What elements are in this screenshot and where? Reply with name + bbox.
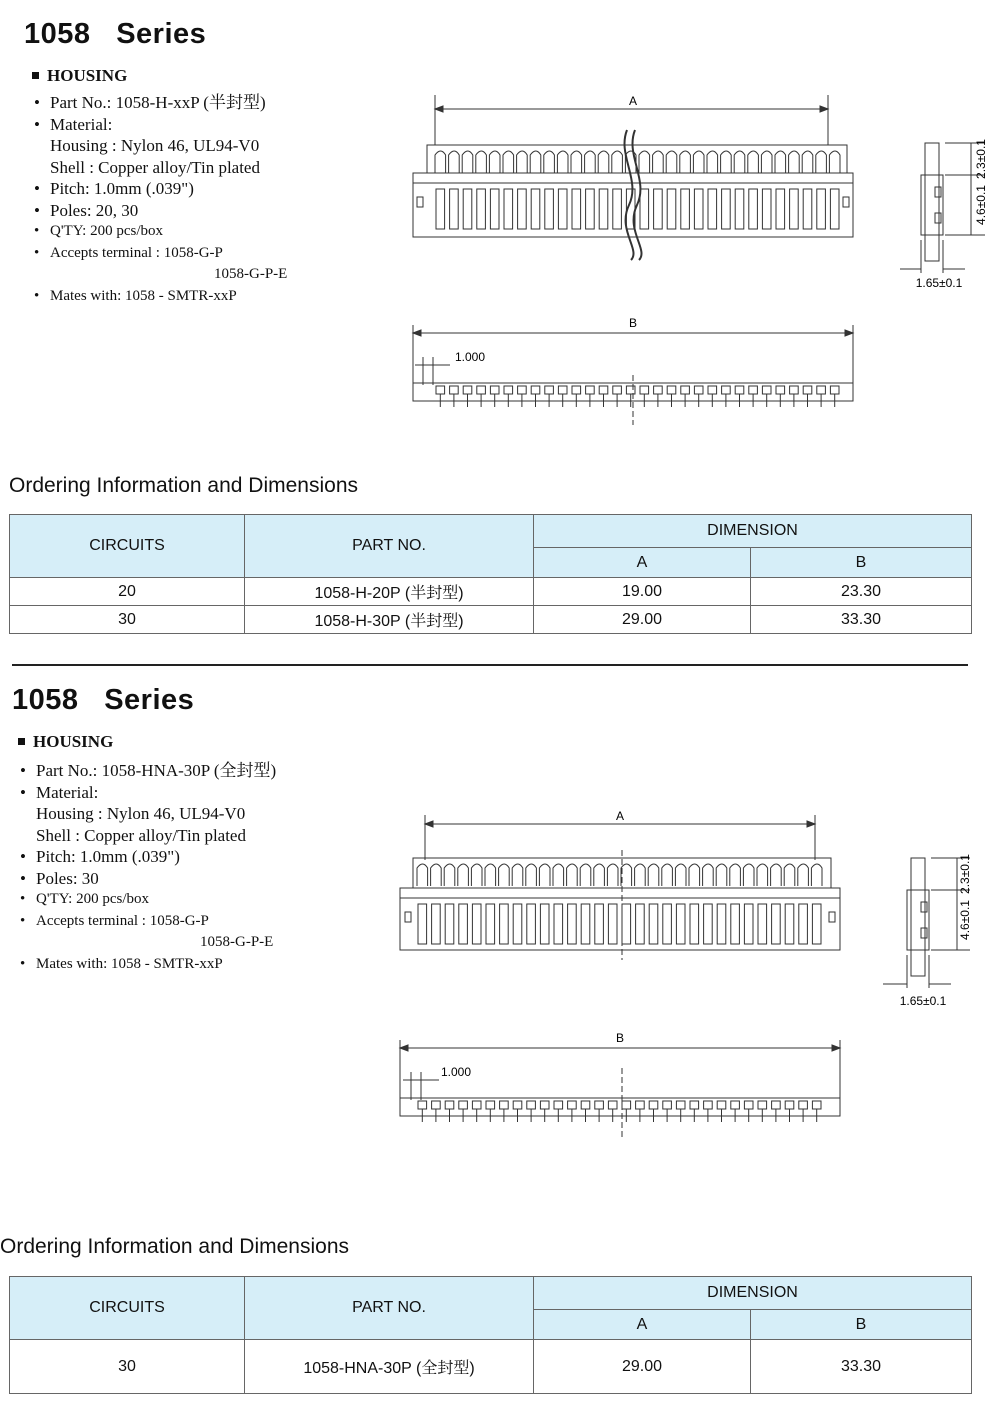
bottom-pin — [735, 386, 744, 394]
bottom-pin — [500, 1101, 509, 1109]
dim-pitch-label: 1.000 — [441, 1065, 472, 1079]
col-b-header: B — [751, 1310, 972, 1340]
comb-tooth — [816, 151, 827, 173]
comb-tooth — [761, 151, 772, 173]
bottom-pin — [722, 386, 731, 394]
body-slot — [558, 189, 567, 229]
square-bullet-icon — [18, 738, 25, 745]
body-slot — [640, 189, 649, 229]
bottom-pin — [636, 1101, 645, 1109]
spec-part-no: • Part No.: 1058-HNA-30P (全封型) — [20, 761, 277, 780]
body-slot — [812, 904, 821, 944]
body-slot — [513, 904, 522, 944]
ordering-title: Ordering Information and Dimensions — [9, 474, 359, 497]
comb-tooth — [567, 864, 578, 886]
col-dimension-header: DIMENSION — [534, 1277, 972, 1310]
comb-tooth — [798, 864, 809, 886]
bottom-pin — [572, 386, 581, 394]
housing-drawing-1 — [405, 85, 988, 430]
body-slot — [490, 189, 499, 229]
body-slot — [803, 189, 812, 229]
bottom-pin — [708, 386, 717, 394]
spec-accepts: • Accepts terminal : 1058-G-P — [20, 912, 209, 929]
bottom-pin — [731, 1101, 740, 1109]
body-slot — [622, 904, 631, 944]
comb-tooth — [748, 151, 759, 173]
bottom-pin — [681, 386, 690, 394]
body-slot — [586, 189, 595, 229]
comb-tooth — [621, 864, 632, 886]
spec-qty: • Q'TY: 200 pcs/box — [20, 891, 149, 907]
bottom-pin — [785, 1101, 794, 1109]
comb-tooth — [539, 864, 550, 886]
comb-tooth — [435, 151, 446, 173]
bottom-pin — [490, 386, 499, 394]
bottom-pin — [531, 386, 540, 394]
body-slot — [785, 904, 794, 944]
bottom-pin — [472, 1101, 481, 1109]
comb-tooth — [512, 864, 523, 886]
body-slot — [595, 904, 604, 944]
spec-pitch: • Pitch: 1.0mm (.039") — [20, 847, 180, 866]
spec-accepts-2: 1058-G-P-E — [200, 934, 274, 950]
comb-tooth — [462, 151, 473, 173]
bottom-pin — [749, 386, 758, 394]
housing-body-slots — [436, 189, 839, 229]
bottom-pin — [586, 386, 595, 394]
dim-b-label: B — [628, 316, 638, 330]
bottom-pin — [626, 386, 635, 394]
dim-pitch-label: 1.000 — [455, 350, 486, 364]
body-slot — [676, 904, 685, 944]
cell-part: 1058-H-30P (半封型) — [245, 606, 534, 634]
bottom-pin — [717, 1101, 726, 1109]
cell-b: 33.30 — [751, 606, 972, 634]
bottom-pin — [477, 386, 486, 394]
spec-pitch: • Pitch: 1.0mm (.039") — [34, 179, 194, 198]
dim-h1-label: 2.3±0.1 — [958, 854, 972, 894]
bottom-pin — [450, 386, 459, 394]
body-slot — [518, 189, 527, 229]
cell-part: 1058-HNA-30P (全封型) — [245, 1340, 534, 1394]
comb-tooth — [789, 151, 800, 173]
comb-tooth — [476, 151, 487, 173]
dim-h1-label: 2.3±0.1 — [974, 139, 988, 179]
comb-tooth — [580, 864, 591, 886]
spec-accepts: • Accepts terminal : 1058-G-P — [34, 244, 223, 261]
bottom-pin — [595, 1101, 604, 1109]
spec-poles: • Poles: 30 — [20, 868, 99, 888]
table-row — [10, 1340, 972, 1394]
comb-tooth — [757, 864, 768, 886]
side-view-outline — [911, 858, 925, 976]
bottom-pin — [554, 1101, 563, 1109]
comb-tooth — [594, 864, 605, 886]
body-slot — [504, 189, 513, 229]
spec-poles: • Poles: 20, 30 — [34, 200, 139, 220]
housing-drawing-2 — [395, 800, 985, 1150]
bottom-pin — [817, 386, 826, 394]
bottom-pin — [432, 1101, 441, 1109]
body-slot — [744, 904, 753, 944]
comb-tooth — [417, 864, 428, 886]
comb-tooth — [499, 864, 510, 886]
series-number: 1058 — [24, 18, 91, 50]
bottom-pin — [649, 1101, 658, 1109]
housing-heading — [18, 732, 113, 752]
series-word: Series — [116, 18, 207, 50]
comb-tooth — [693, 151, 704, 173]
body-slot — [568, 904, 577, 944]
body-slot — [463, 189, 472, 229]
bottom-pin — [613, 386, 622, 394]
spec-accepts-2: 1058-G-P-E — [214, 266, 288, 282]
ordering-table — [9, 1276, 972, 1394]
body-slot — [708, 189, 717, 229]
housing-body-slots — [418, 904, 821, 944]
body-slot — [432, 904, 441, 944]
comb-tooth — [458, 864, 469, 886]
cell-a: 29.00 — [534, 606, 751, 634]
bottom-pin — [568, 1101, 577, 1109]
comb-tooth — [585, 151, 596, 173]
body-slot — [608, 904, 617, 944]
body-slot — [531, 189, 540, 229]
comb-tooth — [721, 151, 732, 173]
cell-part: 1058-H-20P (半封型) — [245, 578, 534, 606]
comb-tooth — [553, 864, 564, 886]
spec-mates: • Mates with: 1058 - SMTR-xxP — [34, 287, 237, 304]
body-slot — [776, 189, 785, 229]
body-slot — [690, 904, 699, 944]
body-slot — [418, 904, 427, 944]
bottom-pin — [608, 1101, 617, 1109]
body-slot — [445, 904, 454, 944]
bottom-pin — [436, 386, 445, 394]
housing-label: HOUSING — [33, 732, 114, 751]
bottom-pin — [527, 1101, 536, 1109]
body-slot — [459, 904, 468, 944]
comb-tooth — [635, 864, 646, 886]
comb-tooth — [471, 864, 482, 886]
bottom-pin — [799, 1101, 808, 1109]
comb-tooth — [734, 151, 745, 173]
comb-tooth — [639, 151, 650, 173]
body-slot — [762, 189, 771, 229]
bottom-pin — [772, 1101, 781, 1109]
bottom-pin — [463, 386, 472, 394]
bottom-pin — [513, 1101, 522, 1109]
comb-tooth — [689, 864, 700, 886]
bottom-pin — [622, 1101, 631, 1109]
bottom-pin — [667, 386, 676, 394]
spec-list — [34, 92, 287, 307]
body-slot — [731, 904, 740, 944]
comb-tooth — [653, 151, 664, 173]
series-word: Series — [104, 684, 195, 716]
cell-circuits: 20 — [10, 578, 245, 606]
body-slot — [663, 904, 672, 944]
dim-b-label: B — [615, 1031, 625, 1045]
body-slot — [654, 189, 663, 229]
series-number: 1058 — [12, 684, 79, 716]
spec-mates: • Mates with: 1058 - SMTR-xxP — [20, 955, 223, 972]
body-slot — [572, 189, 581, 229]
bottom-pin — [581, 1101, 590, 1109]
body-slot — [486, 904, 495, 944]
table-row — [10, 606, 972, 634]
comb-tooth — [811, 864, 822, 886]
comb-tooth — [485, 864, 496, 886]
spec-shell: Shell : Copper alloy/Tin plated — [50, 157, 260, 177]
body-slot — [749, 189, 758, 229]
dim-a-label: A — [628, 94, 638, 108]
body-slot — [636, 904, 645, 944]
comb-tooth — [612, 151, 623, 173]
bottom-pin — [694, 386, 703, 394]
cell-b: 33.30 — [751, 1340, 972, 1394]
body-slot — [830, 189, 839, 229]
bottom-pin — [518, 386, 527, 394]
bottom-pin — [545, 386, 554, 394]
comb-tooth — [449, 151, 460, 173]
bottom-pin — [803, 386, 812, 394]
body-slot — [540, 904, 549, 944]
bottom-pin — [599, 386, 608, 394]
spec-material: • Material: — [20, 782, 99, 802]
cell-b: 23.30 — [751, 578, 972, 606]
comb-tooth — [829, 151, 840, 173]
body-slot — [758, 904, 767, 944]
bottom-pin — [790, 386, 799, 394]
comb-tooth — [743, 864, 754, 886]
dim-h2-label: 4.6±0.1 — [958, 900, 972, 940]
dim-h2-label: 4.6±0.1 — [974, 185, 988, 225]
col-circuits-header: CIRCUITS — [10, 1277, 245, 1340]
body-slot — [681, 189, 690, 229]
housing-label: HOUSING — [47, 66, 128, 85]
bottom-view-pins — [436, 386, 839, 407]
cell-circuits: 30 — [10, 1340, 245, 1394]
dim-width-label: 1.65±0.1 — [899, 994, 947, 1008]
bottom-pin — [812, 1101, 821, 1109]
spec-material: • Material: — [34, 114, 113, 134]
dim-a-label: A — [615, 809, 625, 823]
housing-body-outline — [400, 888, 840, 950]
table-row — [10, 578, 972, 606]
comb-tooth — [607, 864, 618, 886]
body-slot — [436, 189, 445, 229]
comb-tooth — [675, 864, 686, 886]
bottom-pin — [676, 1101, 685, 1109]
series-title — [12, 684, 194, 717]
col-b-header: B — [751, 548, 972, 578]
bottom-pin — [744, 1101, 753, 1109]
bottom-pin — [654, 386, 663, 394]
spec-housing-material: Housing : Nylon 46, UL94-V0 — [50, 136, 260, 155]
comb-tooth — [526, 864, 537, 886]
cell-circuits: 30 — [10, 606, 245, 634]
cell-a: 19.00 — [534, 578, 751, 606]
comb-tooth — [503, 151, 514, 173]
body-slot — [554, 904, 563, 944]
square-bullet-icon — [32, 72, 39, 79]
bottom-pin — [445, 1101, 454, 1109]
bottom-pin — [758, 1101, 767, 1109]
comb-tooth — [716, 864, 727, 886]
body-slot — [649, 904, 658, 944]
comb-tooth — [571, 151, 582, 173]
comb-tooth — [802, 151, 813, 173]
body-slot — [477, 189, 486, 229]
col-a-header: A — [534, 1310, 751, 1340]
comb-tooth — [517, 151, 528, 173]
comb-tooth — [784, 864, 795, 886]
comb-tooth — [771, 864, 782, 886]
comb-tooth — [703, 864, 714, 886]
cell-a: 29.00 — [534, 1340, 751, 1394]
bottom-pin — [704, 1101, 713, 1109]
comb-tooth — [544, 151, 555, 173]
body-slot — [527, 904, 536, 944]
spec-part-no: • Part No.: 1058-H-xxP (半封型) — [34, 93, 266, 112]
bottom-pin — [762, 386, 771, 394]
comb-tooth — [662, 864, 673, 886]
bottom-pin — [459, 1101, 468, 1109]
bottom-view-pins — [418, 1101, 821, 1122]
col-part-header: PART NO. — [245, 1277, 534, 1340]
bottom-pin — [558, 386, 567, 394]
body-slot — [599, 189, 608, 229]
comb-tooth — [530, 151, 541, 173]
body-slot — [667, 189, 676, 229]
comb-tooth — [598, 151, 609, 173]
bottom-pin — [663, 1101, 672, 1109]
body-slot — [790, 189, 799, 229]
bottom-pin — [540, 1101, 549, 1109]
body-slot — [581, 904, 590, 944]
body-slot — [817, 189, 826, 229]
comb-tooth — [730, 864, 741, 886]
bottom-pin — [690, 1101, 699, 1109]
body-slot — [472, 904, 481, 944]
col-part-header: PART NO. — [245, 515, 534, 578]
bottom-pin — [504, 386, 513, 394]
bottom-pin — [486, 1101, 495, 1109]
comb-tooth — [666, 151, 677, 173]
housing-comb-teeth — [417, 864, 822, 886]
body-slot — [772, 904, 781, 944]
col-circuits-header: CIRCUITS — [10, 515, 245, 578]
body-slot — [799, 904, 808, 944]
comb-tooth — [444, 864, 455, 886]
bottom-pin — [418, 1101, 427, 1109]
spec-housing-material: Housing : Nylon 46, UL94-V0 — [36, 804, 246, 823]
body-slot — [722, 189, 731, 229]
comb-tooth — [707, 151, 718, 173]
body-slot — [694, 189, 703, 229]
ordering-title: Ordering Information and Dimensions — [0, 1235, 350, 1258]
comb-tooth — [775, 151, 786, 173]
bottom-pin — [640, 386, 649, 394]
comb-tooth — [680, 151, 691, 173]
body-slot — [500, 904, 509, 944]
bottom-pin — [776, 386, 785, 394]
spec-shell: Shell : Copper alloy/Tin plated — [36, 825, 246, 845]
spec-list — [20, 760, 276, 975]
spec-qty: • Q'TY: 200 pcs/box — [34, 223, 163, 239]
comb-tooth — [489, 151, 500, 173]
series-title — [24, 18, 206, 51]
col-a-header: A — [534, 548, 751, 578]
body-slot — [613, 189, 622, 229]
dim-width-label: 1.65±0.1 — [915, 276, 963, 290]
bottom-pin — [830, 386, 839, 394]
ordering-table — [9, 514, 972, 634]
body-slot — [717, 904, 726, 944]
body-slot — [450, 189, 459, 229]
body-slot — [545, 189, 554, 229]
col-dimension-header: DIMENSION — [534, 515, 972, 548]
section-divider — [12, 664, 968, 666]
housing-heading — [32, 66, 127, 86]
body-slot — [704, 904, 713, 944]
side-view-outline — [925, 143, 939, 261]
comb-tooth — [648, 864, 659, 886]
comb-tooth — [431, 864, 442, 886]
comb-tooth — [557, 151, 568, 173]
body-slot — [735, 189, 744, 229]
